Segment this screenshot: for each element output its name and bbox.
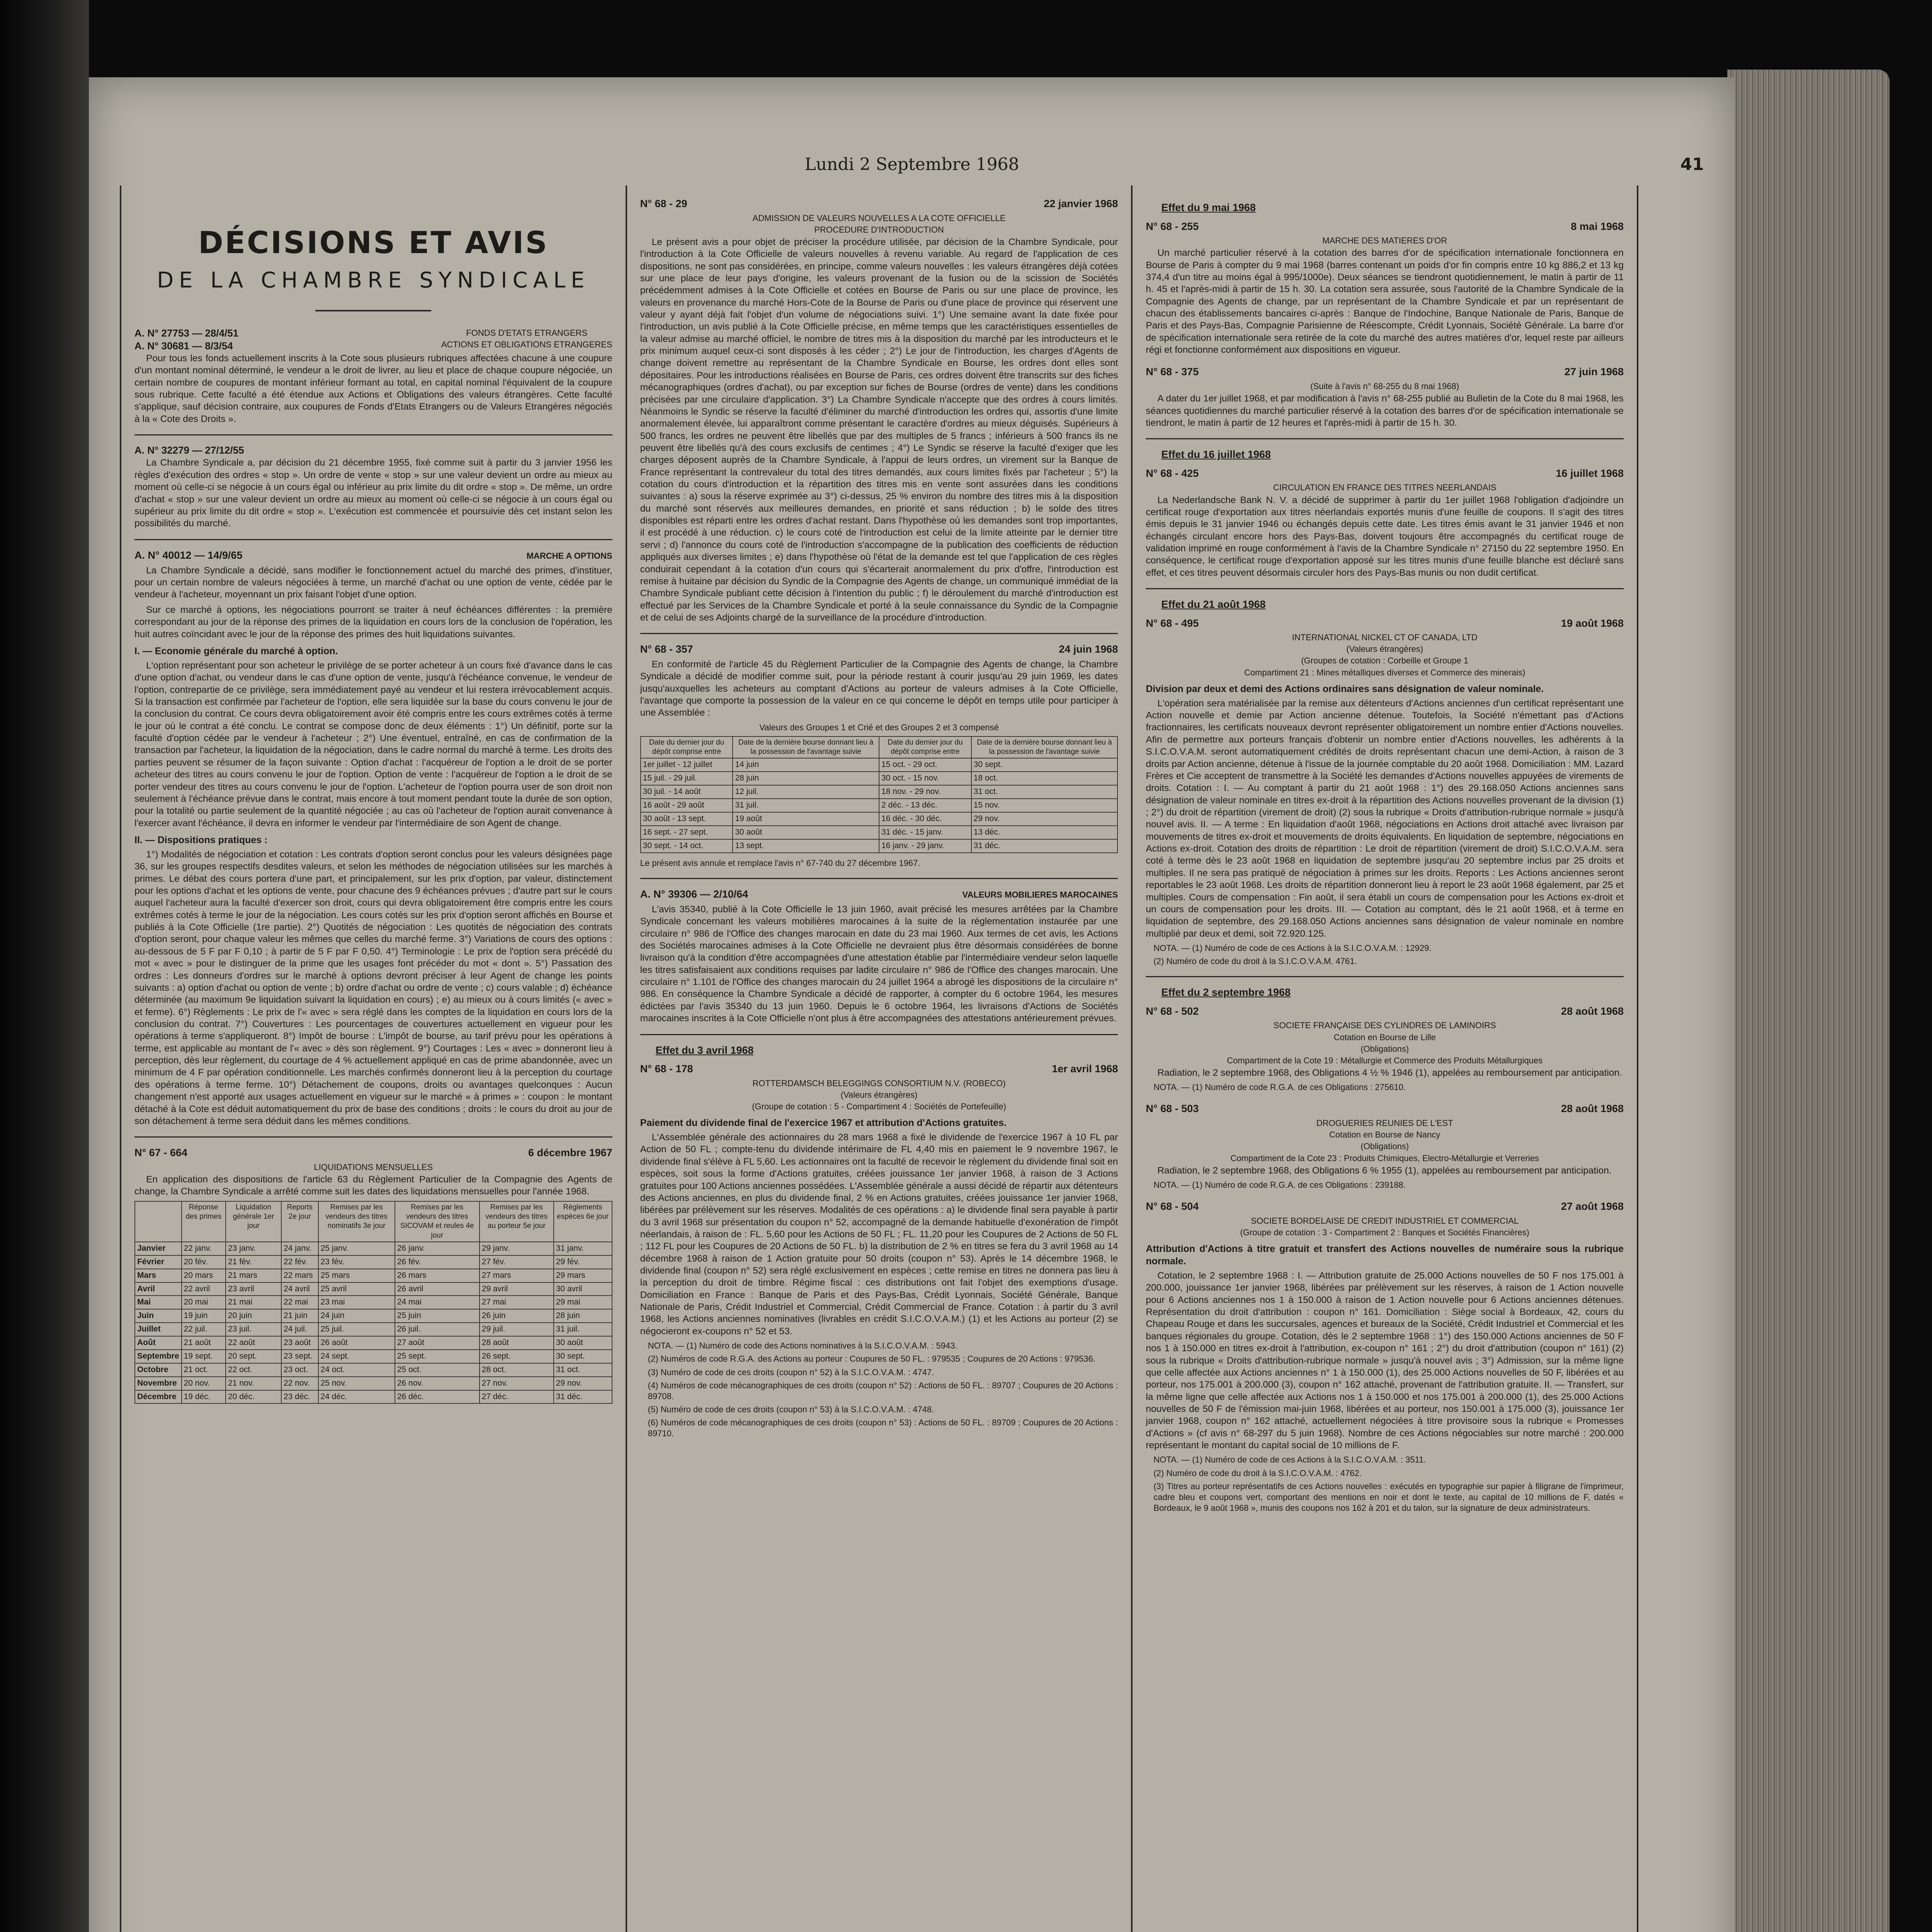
- table-cell: 21 mai: [226, 1296, 281, 1309]
- table-cell: 31 oct.: [971, 785, 1118, 799]
- notice-titres-neerlandais: [1146, 467, 1624, 579]
- table-cell: 22 mai: [281, 1296, 318, 1309]
- table-cell: 29 fév.: [554, 1255, 612, 1269]
- table-row: [135, 1269, 612, 1282]
- table-cell: 25 juin: [395, 1309, 480, 1323]
- notice-text: Un marché particulier réservé à la cotation des barres d'or de spécification internationale fonctionnera en Bourse de Paris à compter du 9 mai 1968 (barres contenant un poids d'or fin compris entre 10 kg 886,2 et 13 kg 374,4 d'un titre au moins égal à 995/1000e). Deux séances se tiendront quotidiennement, le matin à partir de 11 h. 45 et l'après-midi à partir de 15 h. 30. La cotation sera assurée, sous l'autorité de la Chambre Syndicale de la Compagnie des Agents de change, par un représentant de la Chambre Syndicale et par un représentant de chacun des établissements bancaires ci-après : Banque de l'Indochine, Banque Nationale de Paris, Banque de Paris et des Pays-Bas, Compagnie Parisienne de Réescompte, Crédit Lyonnais, Société Générale. La barre d'or de spécification internationale sera retirée de la cote du marché des autres matières d'or, lequel reste par ailleurs régi et fonctionne conformément aux dispositions en vigueur.: [1146, 248, 1624, 355]
- table-cell: 23 janv.: [226, 1242, 281, 1255]
- table-cell: 19 déc.: [182, 1390, 226, 1404]
- table-row: [641, 785, 1118, 799]
- table-row: [641, 839, 1118, 853]
- notice-ref: N° 67 - 664: [134, 1147, 187, 1159]
- notice-date: 24 juin 1968: [1059, 643, 1118, 655]
- table-row: [135, 1296, 612, 1309]
- notice-ref: N° 68 - 504: [1146, 1201, 1199, 1213]
- table-cell: 23 août: [281, 1336, 318, 1350]
- table-cell: 20 juin: [226, 1309, 281, 1323]
- table-cell: 22 août: [226, 1336, 281, 1350]
- nota: NOTA. — (1) Numéro de code R.G.A. de ces Obligations : 239188.: [1153, 1180, 1406, 1190]
- table-cell: 26 sept.: [480, 1350, 554, 1363]
- nota: (2) Numéro de code du droit à la S.I.C.O.V.A.M. 4761.: [1153, 956, 1357, 966]
- notice-date: 16 juillet 1968: [1556, 467, 1624, 479]
- notice-text: 1°) Modalités de négociation et cotation : Les contrats d'option seront conclus pour les valeurs désignées page 36, sur les groupes respectifs desdites valeurs, et selon les méthodes de négociation utilisées sur les marchés à primes. Le débat des cours portera d'une part, et principalement, sur les prix d'option, par valeur, distinctement pour les options d'achat et les options de vente, pour chacune des 9 échéances prévues ; d'autre part sur le cours auquel l'acheteur aura la faculté d'exercer son droit, cours qui devra obligatoirement être compris entre les cours extrêmes cotés à terme le jour de la négociation. Les cours cotés sur les prix d'option seront affichés en Bourse et publiés à la Cote Officielle (1re partie). 2°) Quotités de négociation : Les quotités de négociation des contrats d'option seront, pour chaque valeur les mêmes que celles du marché ferme. 3°) Variations de cours des options : au-dessous de 5 F par F 0,10 ; à partir de 5 F par F 0,50. 4°) Terminologie : Le prix de l'option sera précédé du mot « avec » pour le distinguer de la prime que les usages font précéder du mot « dont ». 5°) Passation des ordres : Les donneurs d'ordres sur le marché à options devront préciser à leur Agent de change les points suivants : a) option d'achat ou option de vente ; b) ordre d'achat ou ordre de vente ; c) cours valable ; d) échéance déterminée (au maximum 9e liquidation suivant la liquidation en cours) ; e) au mieux ou à cours limités (« avec » et ferme). 6°) Règlements : Le prix de l'« avec » sera réglé dans les comptes de la liquidation en cours lors de la conclusion du contrat. 7°) Couvertures : Les pourcentages de couvertures actuellement en vigueur pour les opérations à terme s'appliqueront. 8°) Impôt de bourse : L'impôt de bourse, au tarif prévu pour les opérations à terme, est applicable au montant de l'« avec » dès son règlement. 9°) Courtages : Les « avec » donneront lieu à perception, dès leur règlement, du courtage de 4 % actuellement appliqué en cas de prime abandonnée, avec un minimum de 4 F par opération conditionnelle. Les marchés confirmés donneront lieu à la perception du courtage des opérations à terme ferme. 10°) Détachement de coupons, droits ou avantages quelconques : Aucun changement n'est apporté aux usages actuellement en vigueur sur le marché « à primes » : coupon : le montant détaché à la Cote est déduit automatiquement du prix de base des conditions ; droits : le cours du droit au jour de son détachement à terme sera déduit dans les mêmes conditions.: [134, 849, 612, 1126]
- notice-text: Cotation, le 2 septembre 1968 : I. — Attribution gratuite de 25.000 Actions nouvelles de 50 F nos 175.001 à 200.000, jouissance 1er janvier 1968, libérées par prélèvement sur les réserves, à raison de 1 Action nouvelle pour 6 Actions anciennes nos 1 à 150.000 à raison de 1 Action nouvelle pour 6 Actions anciennes détenues. Représentation du droit d'attribution : coupon n° 161. Domiciliation : Siège social à Bordeaux, 42, cours du Chapeau Rouge et dans les succursales, agences et bureaux de la Société, Crédit Industriel et Commercial et les banques régionales du groupe. Cotation, dès le 2 septembre 1968 : 1°) des 150.000 Actions anciennes de 50 F nos 1 à 150.000 en titres ex-droit à l'attribution, ex-coupon n° 161 ; 2°) du droit d'attribution (coupon n° 161) (2) sous la rubrique « Droits d'attribution-rubrique normale » jusqu'à nouvel avis ; 3°) Admission, sur la même ligne que celle affectée aux Actions anciennes n° 1 à 150.000 (1), des 25.000 Actions nouvelles de 50 F, libérées et au porteur, nos 175.001 à 200.000 (3), coupon n° 162 attaché, provenant de l'attribution gratuite. II. — Transfert, sur la même ligne que celle affectée aux Actions nos 1 à 150.000 et nos 175.001 à 200.000 (1), des 25.000 Actions nouvelles de 50 F de l'émission mai-juin 1968, libérées et au porteur, nos 150.001 à 175.000 (3), jouissance 1er janvier 1968, coupon n° 162 attaché, actuellement négociées à titre provisoire sous la rubrique « Promesses d'Actions » (cf avis n° 68-297 du 5 juin 1968). Nombre de ces Actions négociables sur notre marché : 200.000 représentant le montant du capital social de 10 millions de F.: [1146, 1270, 1624, 1451]
- table-cell: 18 nov. - 29 nov.: [879, 785, 971, 799]
- notice-ref: N° 68 - 503: [1146, 1103, 1199, 1115]
- notice-text: L'opération sera matérialisée par la remise aux détenteurs d'Actions anciennes d'un certificat représentant une Action nouvelle et demie par Action ancienne détenue. Toutefois, la Société n'émettant pas d'Actions fractionnaires, les certificats nouveaux devront représenter obligatoirement un nombre entier d'Actions nouvelles. Afin de permettre aux porteurs français d'obtenir un nombre entier d'Actions nouvelles, les adhérents à la S.I.C.O.V.A.M. seront automatiquement crédités de droits représentant chacun une demi-Action, à raison de 3 droits par Action ancienne, détenue à l'issue de la journée comptable du 20 août 1968. Domiciliation : MM. Lazard Frères et Cie acceptent de transmettre à la Société les demandes d'Actions nouvelles appuyées de virements de droits. Cotation : I. — Au comptant à partir du 21 août 1968 : 1°) des 29.168.050 Actions anciennes sans désignation de valeur nominale en titres ex-droit à la répartition des Actions nouvelles provenant de la division (1) ; 2°) du droit de répartition (virement de droit) (2) sous la rubrique « Droits d'attribution-rubrique normale » jusqu'à nouvel avis. II. — A terme : En liquidation d'août 1968, négociations en Actions droit attaché avec livraison par mouvements de titres ex-droit et mouvements de droits équivalents. En liquidation de septembre, négociations en Actions ex-droit. Cotation des droits de répartition : Le droit de répartition (virement de droit) S.I.C.O.V.A.M. sera coté à terme dès le 23 août 1968 en liquidation de septembre jusqu'au 20 septembre inclus par 25 droits et multiples. Il ne sera pas pratiqué de négociation à primes sur les droits. Reports : Les Actions anciennes seront reportables le 23 août 1968. Les droits de répartition donneront lieu à report le 23 août 1968 également, par 25 et multiples. Cours de compensation : Fin août, il sera établi un cours de compensation pour les Actions ex-droit et un cours de compensation pour les droits. III. — Cotation au comptant, dès le 21 août 1968, et à terme en liquidation de septembre, des 29.168.050 Actions anciennes sans désignation de valeur nominale en nombre multiplié par deux et demi, soit 72.920.125.: [1146, 698, 1624, 939]
- table-cell: 24 sept.: [318, 1350, 395, 1363]
- table-cell: 26 mars: [395, 1269, 480, 1282]
- table-row: [135, 1377, 612, 1390]
- table-cell: 21 juin: [281, 1309, 318, 1323]
- column-1: [120, 185, 626, 1932]
- table-row: [641, 772, 1118, 785]
- table-cell: 16 janv. - 29 janv.: [879, 839, 971, 853]
- table-header-cell: Date du dernier jour du dépôt comprise entre: [641, 736, 733, 759]
- table-row: [135, 1363, 612, 1377]
- table-cell: 20 sept.: [226, 1350, 281, 1363]
- notice-date: 8 mai 1968: [1571, 220, 1624, 232]
- table-cell: 29 mai: [554, 1296, 612, 1309]
- notice-text: En application des dispositions de l'article 63 du Règlement Particulier de la Compagnie des Agents de change, la Chambre Syndicale a arrêté comme suit les dates des liquidations mensuelles pour l'année 1968.: [134, 1174, 612, 1197]
- notice-text: La Chambre Syndicale a décidé, sans modifier le fonctionnement actuel du marché des primes, d'instituer, pour un certain nombre de valeurs négociées à terme, un marché d'achat ou une option de vente, cédée par le vendeur à l'acheteur, moyennant un prix faisant l'objet d'une option.: [134, 565, 612, 600]
- table-header-cell: Date du dernier jour du dépôt comprise entre: [879, 736, 971, 759]
- table-cell: 27 fév.: [480, 1255, 554, 1269]
- masthead-rule: [315, 310, 431, 311]
- notice-title: Division par deux et demi des Actions ordinaires sans désignation de valeur nominale.: [1146, 683, 1544, 694]
- nota: NOTA. — (1) Numéro de code des Actions nominatives à la S.I.C.O.V.A.M. : 5943.: [648, 1341, 957, 1351]
- notice-ref: N° 68 - 502: [1146, 1005, 1199, 1017]
- notice-heading: SOCIETE FRANÇAISE DES CYLINDRES DE LAMINOIRS: [1273, 1020, 1496, 1031]
- table-cell: 24 oct.: [318, 1363, 395, 1377]
- month-cell: Septembre: [135, 1350, 182, 1363]
- book-binding: [0, 0, 89, 1932]
- nota: (4) Numéros de code mécanographiques de ces droits (coupon n° 52) : Actions de 50 FL. : 89707 ; Coupures de 20 Actions : 89708.: [648, 1380, 1118, 1401]
- notice-heading: SOCIETE BORDELAISE DE CREDIT INDUSTRIEL ET COMMERCIAL: [1251, 1216, 1519, 1226]
- table-cell: 27 nov.: [480, 1377, 554, 1390]
- notice-ref: N° 68 - 29: [640, 198, 687, 209]
- notice-ordres-stop: [134, 444, 612, 529]
- notice-date: 27 juin 1968: [1564, 366, 1624, 378]
- notice-or-seances: [1146, 365, 1624, 429]
- notice-text: En conformité de l'article 45 du Règlement Particulier de la Compagnie des Agents de change, la Chambre Syndicale a décidé de modifier comme suit, pour la période restant à courir jusqu'au 29 juin 1969, les dates jusqu'auxquelles les acheteurs au comptant d'Actions au porteur de valeurs admises à la Cote Officielle, l'avantage que comporte la possession de la valeur en ce qui concerne le dépôt en temps utile pour participer à une Assemblée :: [640, 659, 1118, 718]
- notice-procedure-introduction: [640, 197, 1118, 624]
- nota: (5) Numéro de code de ces droits (coupon n° 53) à la S.I.C.O.V.A.M. : 4748.: [648, 1404, 934, 1414]
- notice-ref: N° 68 - 357: [640, 643, 693, 655]
- table-cell: 16 sept. - 27 sept.: [641, 826, 733, 839]
- table-cell: 28 oct.: [480, 1363, 554, 1377]
- table-cell: 20 mai: [182, 1296, 226, 1309]
- table-row: [135, 1255, 612, 1269]
- section-title: II. — Dispositions pratiques :: [134, 834, 268, 845]
- notice-heading: ACTIONS ET OBLIGATIONS ETRANGERES: [441, 339, 612, 349]
- table-cell: 27 mai: [480, 1296, 554, 1309]
- table-cell: 19 août: [733, 812, 879, 826]
- table-cell: 21 oct.: [182, 1363, 226, 1377]
- notice-robeco: [640, 1062, 1118, 1439]
- notice-title: Attribution d'Actions à titre gratuit et transfert des Actions nouvelles de numéraire sous la rubrique normale.: [1146, 1243, 1624, 1267]
- table-cell: 24 déc.: [318, 1390, 395, 1404]
- table-cell: 31 déc. - 15 janv.: [879, 826, 971, 839]
- notice-text: L'avis 35340, publié à la Cote Officielle le 13 juin 1960, avait précisé les mesures arrêtées par la Chambre Syndicale concernant les valeurs mobilières marocaines à la suite de la réglementation instaurée par une circulaire n° 986 de l'Office des changes marocain en date du 23 mai 1960. Aux termes de cet avis, les Actions des Sociétés marocaines admises à la Cote Officielle ne devraient plus être désormais considérées de bonne livraison qu'à la condition d'être accompagnées d'une attestation établie par l'intermédiaire vendeur selon laquelle les titres satisfaisaient aux conditions requises par ladite circulaire n° 986 de l'Office des changes marocain. Une circulaire n° 1.101 de l'Office des changes marocain du 24 juillet 1964 a abrogé les dispositions de la circulaire n° 986. En conséquence la Chambre Syndicale a décidé de rapporter, à compter du 6 octobre 1964, les mesures édictées par l'avis 35340 du 13 juin 1960. Depuis le 6 octobre 1964, les livraisons d'Actions de Sociétés marocaines inscrites à la Cote Officielle n'ont plus à être accompagnées des attestations antérieurement prévues.: [640, 904, 1118, 1024]
- divider: [134, 434, 612, 435]
- notice-heading: (Groupes de cotation : Corbeille et Groupe 1: [1301, 656, 1469, 666]
- divider: [134, 1136, 612, 1138]
- newspaper-page: [89, 77, 1735, 1932]
- table-cell: 21 août: [182, 1336, 226, 1350]
- table-row: [641, 799, 1118, 812]
- notice-valeurs-marocaines: [640, 888, 1118, 1025]
- notice-heading: (Groupe de cotation : 3 - Compartiment 2 : Banques et Sociétés Financières): [1240, 1227, 1529, 1237]
- table-cell: 22 oct.: [226, 1363, 281, 1377]
- notice-footer: Le présent avis annule et remplace l'avis n° 67-740 du 27 décembre 1967.: [640, 858, 920, 868]
- table-cell: 22 mars: [281, 1269, 318, 1282]
- table-cell: 2 déc. - 13 déc.: [879, 799, 971, 812]
- nota: (2) Numéros de code R.G.A. des Actions au porteur : Coupures de 50 FL. : 979535 ; Coupures de 20 Actions : 979536.: [648, 1354, 1095, 1364]
- notice-heading: VALEURS MOBILIERES MAROCAINES: [962, 889, 1118, 900]
- table-cell: 23 sept.: [281, 1350, 318, 1363]
- table-row: [641, 826, 1118, 839]
- month-cell: Janvier: [135, 1242, 182, 1255]
- table-cell: 26 avril: [395, 1282, 480, 1296]
- table-cell: 29 avril: [480, 1282, 554, 1296]
- table-cell: 24 mai: [395, 1296, 480, 1309]
- table-cell: 28 juin: [733, 772, 879, 785]
- table-cell: 12 juil.: [733, 785, 879, 799]
- table-cell: 22 janv.: [182, 1242, 226, 1255]
- month-cell: Avril: [135, 1282, 182, 1296]
- table-cell: 13 sept.: [733, 839, 879, 853]
- table-cell: 30 août: [554, 1336, 612, 1350]
- notice-heading: Cotation en Bourse de Lille: [1333, 1032, 1436, 1042]
- nota: (2) Numéro de code du droit à la S.I.C.O.V.A.M. : 4762.: [1153, 1468, 1362, 1478]
- notice-ref: A. N° 32279 — 27/12/55: [134, 444, 244, 456]
- table-header-cell: Règlements espèces 6e jour: [554, 1201, 612, 1242]
- table-header-cell: Remises par les vendeurs des titres SICOVAM et reules 4e jour: [395, 1201, 480, 1242]
- page-number: 41: [1680, 155, 1704, 174]
- table-cell: 30 août - 13 sept.: [641, 812, 733, 826]
- divider: [640, 878, 1118, 879]
- divider: [640, 1034, 1118, 1035]
- liquidation-table: [134, 1201, 612, 1404]
- table-row: [135, 1309, 612, 1323]
- notice-matieres-or: [1146, 220, 1624, 356]
- notice-societe-bordelaise: [1146, 1200, 1624, 1514]
- table-cell: 16 août - 29 août: [641, 799, 733, 812]
- table-cell: 26 août: [318, 1336, 395, 1350]
- table-cell: 20 déc.: [226, 1390, 281, 1404]
- table-cell: 21 mars: [226, 1269, 281, 1282]
- table-cell: 24 janv.: [281, 1242, 318, 1255]
- notice-cylindres-laminoirs: [1146, 1005, 1624, 1093]
- table-cell: 30 août: [733, 826, 879, 839]
- table-cell: 26 fév.: [395, 1255, 480, 1269]
- notice-ref: A. N° 40012 — 14/9/65: [134, 549, 243, 561]
- table-cell: 24 avril: [281, 1282, 318, 1296]
- notice-heading: ROTTERDAMSCH BELEGGINGS CONSORTIUM N.V. (ROBECO): [752, 1078, 1006, 1088]
- masthead: [134, 197, 612, 327]
- table-row: [135, 1323, 612, 1336]
- table-cell: 19 sept.: [182, 1350, 226, 1363]
- columns: [120, 185, 1638, 1932]
- table-header-cell: Liquidation générale 1er jour: [226, 1201, 281, 1242]
- table-cell: 28 août: [480, 1336, 554, 1350]
- table-row: [135, 1350, 612, 1363]
- month-cell: Décembre: [135, 1390, 182, 1404]
- nota: NOTA. — (1) Numéro de code de ces Actions à la S.I.C.O.V.A.M. : 12929.: [1153, 943, 1432, 953]
- table-header-row: [135, 1201, 612, 1242]
- table-cell: 22 fév.: [281, 1255, 318, 1269]
- notice-text: Le présent avis a pour objet de préciser la procédure utilisée, par décision de la Chambre Syndicale, pour l'introduction à la Cote Officielle de valeurs nouvelles à revenu variable. Au regard de l'application de ces dispositions, ne sont pas considérées, en principe, comme valeurs nouvelles : les valeurs étrangères déjà cotées sur une place de leur pays d'origine, les valeurs provenant de la fusion ou de la scission de Sociétés précédemment admises à la Cote Officielle et cotées en Bourse de Paris ou sur une place de province, les valeurs en provenance du marché Hors-Cote de la Bourse de Paris ou d'une place de province qui réservent une valeur y ayant déjà fait l'objet d'un volume de négociations suivi. 1°) Une semaine avant la date fixée pour l'introduction, un avis publié à la Cote Officielle précise, en même temps que les caractéristiques essentielles de la valeur admise au marché officiel, le nombre de titres mis à la disposition du marché par les introducteurs et le prix minimum auquel ceux-ci sont disposés à les céder ; 2°) Le jour de l'introduction, les charges d'Agents de change doivent remettre au représentant de la Chambre Syndicale en Bourse, les ordres dont elles sont dépositaires. Pour les introductions réalisées en Bourse de Paris, ces ordres doivent être transcrits sur des fiches mécanographiques (ordres d'achat), ou par exception sur fiches de Bourse (ordres de vente) dans les conditions précisées par une circulaire d'application. 3°) La Chambre Syndicale n'accepte que des ordres à cours limités. Néanmoins le Syndic se réserve la faculté d'éliminer du marché d'introduction les ordres qui, assortis d'une limite anormalement élevée, lui apparaîtront comme présentant le caractère d'ordres au mieux déguisés. Supérieurs à 500 francs, les ordres ne peuvent être libellés que par des multiples de 5 francs ; inférieurs à 500 francs ils ne peuvent être libellés qu'à des cours exclusifs de centimes ; 4°) Le Syndic se réserve la faculté d'exiger que les charges déposent auprès de la Chambre Syndicale, à l'appui de leurs ordres, un virement sur la Banque de France représentant la contrevaleur du total des titres demandés, aux cours limites fixés par l'acheteur ; 5°) la cotation du cours d'introduction et la répartition des titres mis en vente sont assurées dans les conditions suivantes : a) sous la réserve exprimée au 3°) ci-dessus, 25 % environ du nombre des titres mis à la disposition du marché sont réservés aux meilleures demandes, en priorité et sans réduction ; b) le solde des titres disponibles est réparti entre les ordres d'achat restant. Dans l'hypothèse où les demandes sont trop importantes, il est procédé à une réduction. c) le cours coté de l'introduction est celui de la limite atteinte par le dernier titre servi ; d) l'annonce du cours coté de l'introduction s'accompagne de la publication des coefficients de réduction appliqués aux diverses limites ; e) dans l'hypothèse où l'état de la demande est tel que l'application de ces règles conduirait cependant à la cotation d'un cours qui s'écarterait anormalement du prix d'offre, l'introduction est remise à huitaine par décision du Syndic de la Compagnie des Agents de change, un communiqué immédiat de la Chambre Syndicale publiant cette décision à l'intention du public ; f) le déroulement du marché d'introduction est effectué par les Services de la Chambre Syndicale et porté à la seule connaissance du Syndic de la Compagnie et de celui de ses Adjoints chargé de la surveillance de la procédure d'introduction.: [640, 236, 1118, 623]
- table-cell: 24 juin: [318, 1309, 395, 1323]
- table-cell: 30 oct. - 15 nov.: [879, 772, 971, 785]
- table-cell: 28 juin: [554, 1309, 612, 1323]
- table-cell: 31 juil.: [733, 799, 879, 812]
- table-cell: 29 nov.: [554, 1377, 612, 1390]
- notice-heading: Cotation en Bourse de Nancy: [1329, 1130, 1440, 1140]
- nota: NOTA. — (1) Numéro de code de ces Actions à la S.I.C.O.V.A.M. : 3511.: [1153, 1455, 1426, 1465]
- masthead-subtitle: DE LA CHAMBRE SYNDICALE: [157, 267, 590, 293]
- notice-ref: N° 68 - 425: [1146, 467, 1199, 479]
- table-cell: 25 janv.: [318, 1242, 395, 1255]
- table-row: [135, 1336, 612, 1350]
- notice-text: L'option représentant pour son acheteur le privilège de se porter acheteur à un cours fixé d'avance dans le cas d'une option d'achat, ou vendeur dans le cas d'une option de vente, jusqu'à l'échéance convenue, le vendeur de l'option, contrepartie de ce privilège, sera immédiatement payé au vendeur et lui restera irrévocablement acquis. Si la transaction est confirmée par l'acheteur de l'option, elle sera liquidée sur la base du cours convenu le jour de la conclusion du contrat. Ce cours devra obligatoirement avoir été compris entre les cours extrêmes cotés à terme le jour où le contrat a été conclu. Le contrat se compose donc de deux éléments : 1°) Un définitif, porte sur la faculté d'option cédée par le vendeur à l'acheteur ; 2°) Une éventuel, entraîné, en cas de confirmation de la transaction par l'acheteur, la liquidation de la négociation, dans le cadre normal du marché à terme. Les droits des parties peuvent se résumer de la façon suivante : Option d'achat : l'acquéreur de l'option a le droit de se porter acheteur des titres au cours convenu le jour de l'option. Option de vente : l'acquéreur de l'option a le droit de se porter vendeur des titres au cours convenu le jour de l'option. L'acheteur de l'option pourra user de son droit non seulement à l'échéance prévue dans le contrat, mais encore à tout moment pendant toute la durée de son option, pour la totalité ou partie seulement de la quantité négociée ; au cas où l'acheteur de l'option aurait convenance à l'exercer avant l'échéance, il devra en informer le vendeur par l'intermédiaire de son Agent de change.: [134, 660, 612, 828]
- table-caption: Valeurs des Groupes 1 et Crié et des Groupes 2 et 3 compensé: [759, 722, 999, 732]
- effective-date-heading: Effet du 16 juillet 1968: [1161, 449, 1271, 461]
- month-cell: Novembre: [135, 1377, 182, 1390]
- notice-ref: N° 68 - 255: [1146, 220, 1199, 232]
- table-cell: 29 mars: [554, 1269, 612, 1282]
- notice-date: 6 décembre 1967: [528, 1147, 612, 1159]
- notice-ref: N° 68 - 375: [1146, 366, 1199, 378]
- notice-ref: A. N° 39306 — 2/10/64: [640, 888, 748, 900]
- table-cell: 13 déc.: [971, 826, 1118, 839]
- table-cell: 27 mars: [480, 1269, 554, 1282]
- table-row: [641, 758, 1118, 772]
- notice-subheading: (Suite à l'avis n° 68-255 du 8 mai 1968): [1310, 381, 1459, 391]
- notice-date: 27 août 1968: [1561, 1201, 1624, 1213]
- effective-date-heading: Effet du 21 août 1968: [1161, 599, 1266, 611]
- page-date: Lundi 2 Septembre 1968: [804, 155, 1019, 174]
- table-cell: 26 juin: [480, 1309, 554, 1323]
- divider: [1146, 976, 1624, 977]
- table-cell: 26 janv.: [395, 1242, 480, 1255]
- table-cell: 25 oct.: [395, 1363, 480, 1377]
- table-cell: 21 fév.: [226, 1255, 281, 1269]
- notice-text: Radiation, le 2 septembre 1968, des Obligations 6 % 1955 (1), appelées au remboursement par anticipation.: [1157, 1165, 1612, 1176]
- notice-text: Sur ce marché à options, les négociations pourront se traiter à neuf échéances différentes : la première correspondant au jour de la réponse des primes de la liquidation en cours lors de la conclusion de l'opération, les huit autres coïncidant avec le jour de la réponse des primes des huit liquidations suivantes.: [134, 604, 612, 639]
- table-cell: 15 juil. - 29 juil.: [641, 772, 733, 785]
- table-cell: 31 déc.: [554, 1390, 612, 1404]
- divider: [1146, 438, 1624, 439]
- table-cell: 25 juil.: [318, 1323, 395, 1336]
- table-cell: 18 oct.: [971, 772, 1118, 785]
- nota: (3) Titres au porteur représentatifs de ces Actions nouvelles : exécutés en typographie sur papier à filigrane de l'imprimeur, cadre bleu et coupons vert, comportant des mentions en noir et dont le texte, au capital de 10 millions de F, datés « Bordeaux, le 9 août 1968 », munis des coupons nos 162 à 201 et du talon, sur la signature de deux administrateurs.: [1153, 1481, 1624, 1513]
- notice-heading: (Obligations): [1361, 1141, 1409, 1151]
- table-cell: 23 juil.: [226, 1323, 281, 1336]
- nota: (6) Numéros de code mécanographiques de ces droits (coupon n° 53) : Actions de 50 FL. : 89709 ; Coupures de 20 Actions : 89710.: [648, 1418, 1118, 1439]
- month-cell: Mars: [135, 1269, 182, 1282]
- notice-heading: Compartiment 21 : Mines métalliques diverses et Commerce des minerais): [1244, 667, 1526, 677]
- table-cell: 25 sept.: [395, 1350, 480, 1363]
- notice-date: 22 janvier 1968: [1044, 198, 1118, 209]
- notice-text: L'Assemblée générale des actionnaires du 28 mars 1968 a fixé le dividende de l'exercice 1967 à 10 FL par Action de 50 FL ; compte-tenu du dividende intérimaire de FL 4,40 mis en paiement le 9 novembre 1967, le dividende final s'élève à FL 5,60. Les actionnaires ont la faculté de recevoir le règlement du dividende final soit en espèces, soit sous la forme d'Actions gratuites, créées jouissance 1er janvier 1968, à raison de 3 Actions gratuites pour 100 Actions anciennes possédées. L'Assemblée générale a aussi décidé de répartir aux détenteurs des Actions anciennes, en plus du dividende final, 2 % en Actions gratuites, créées jouissance 1er janvier 1968, libérées par prélèvement sur les réserves. Modalités de ces opérations : a) le dividende final sera payable à partir du 3 avril 1968 sur présentation du coupon n° 52, accompagné de la demande habituelle d'exonération de l'impôt néerlandais, à raison de : FL. 5,60 pour les Actions de 50 FL ; FL. 11,20 pour les Coupures de 2 Actions de 50 FL ; 112 FL pour les Coupures de 20 Actions de 50 FL. b) la distribution de 2 % en titres se fera du 3 avril 1968 au 14 décembre 1968 à raison de 1 Action gratuite pour 50 droits (coupon n° 53). Après le 14 décembre 1968, le dividende final (coupon n° 52) sera réglé exclusivement en espèces ; cette remise en titres ne donnera pas lieu à la perception du droit de timbre. Régime fiscal : ces distributions ont fait l'objet des exemptions d'usage. Domiciliation en France : Banque de Paris et des Pays-Bas, Crédit Lyonnais, Société Générale, Banque Nationale de Paris, Crédit Industriel et Commercial, Crédit Commercial de France. Cotation : à partir du 3 avril 1968, les Actions anciennes nominatives (livrables en crédit S.I.C.O.V.A.M.) (1) et les Actions au porteur (2) se négocieront ex-coupons n° 52 et 53.: [640, 1132, 1118, 1337]
- notice-text: A dater du 1er juillet 1968, et par modification à l'avis n° 68-255 publié au Bulletin de la Cote du 8 mai 1968, les séances quotidiennes du marché particulier réservé à la cotation des barres d'or de spécification internationale se tiendront, le matin à partir de 12 heures et l'après-midi à partir de 15 h. 30.: [1146, 393, 1624, 428]
- section-title: I. — Economie générale du marché à option.: [134, 645, 338, 656]
- table-cell: 23 mai: [318, 1296, 395, 1309]
- table-header-cell: Date de la dernière bourse donnant lieu à la possession de l'avantage suivie: [971, 736, 1118, 759]
- table-cell: 30 avril: [554, 1282, 612, 1296]
- table-cell: 31 oct.: [554, 1363, 612, 1377]
- notice-heading: MARCHE A OPTIONS: [526, 551, 612, 561]
- table-cell: 27 déc.: [480, 1390, 554, 1404]
- notice-heading: (Valeurs étrangères): [1346, 644, 1423, 654]
- notice-ref: N° 68 - 495: [1146, 617, 1199, 629]
- notice-heading: LIQUIDATIONS MENSUELLES: [314, 1162, 433, 1172]
- notice-date: 28 août 1968: [1561, 1103, 1624, 1115]
- table-header-row: [641, 736, 1118, 759]
- table-header-cell: Réponse des primes: [182, 1201, 226, 1242]
- notice-text: Pour tous les fonds actuellement inscrits à la Cote sous plusieurs rubriques affectées chacune à une coupure d'un montant nominal déterminé, le vendeur a le droit de livrer, au lieu et place de chaque coupure négociée, un certain nombre de coupures de montant inférieur formant au total, en capital nominal l'équivalent de la coupure sous rubrique. Cette faculté a été étendue aux Actions et Obligations des valeurs étrangères. Cette faculté s'applique, sauf décision contraire, aux coupures de Fonds d'Etats Etrangers ou de Valeurs Etrangères négociés à la « Cote des Droits ».: [134, 353, 612, 424]
- month-cell: Février: [135, 1255, 182, 1269]
- table-cell: 26 déc.: [395, 1390, 480, 1404]
- notice-heading: CIRCULATION EN FRANCE DES TITRES NEERLANDAIS: [1273, 483, 1497, 493]
- table-row: [135, 1282, 612, 1296]
- notice-date: 19 août 1968: [1561, 617, 1624, 629]
- notice-date: 28 août 1968: [1561, 1005, 1624, 1017]
- notice-heading: ADMISSION DE VALEURS NOUVELLES A LA COTE OFFICIELLE: [752, 213, 1006, 223]
- notice-heading: PROCEDURE D'INTRODUCTION: [814, 224, 944, 235]
- nota: (3) Numéro de code de ces droits (coupon n° 52) à la S.I.C.O.V.A.M. : 4747.: [648, 1367, 934, 1377]
- notice-heading: FONDS D'ETATS ETRANGERS: [466, 328, 588, 338]
- table-cell: 16 déc. - 30 déc.: [879, 812, 971, 826]
- masthead-title: DÉCISIONS ET AVIS: [198, 226, 549, 260]
- table-cell: 23 déc.: [281, 1390, 318, 1404]
- table-cell: 22 nov.: [281, 1377, 318, 1390]
- month-cell: Juin: [135, 1309, 182, 1323]
- notice-date: 1er avril 1968: [1052, 1063, 1118, 1075]
- table-cell: 20 nov.: [182, 1377, 226, 1390]
- notice-marche-options: [134, 549, 612, 1128]
- table-cell: 25 nov.: [318, 1377, 395, 1390]
- notice-text: La Nederlandsche Bank N. V. a décidé de supprimer à partir du 1er juillet 1968 l'obligation d'adjoindre un certificat rouge d'exportation aux titres néerlandais exportés munis d'une feuille de coupons. Il s'agit des titres émis depuis le 31 janvier 1946 ou échangés depuis cette date. Les titres émis avant le 31 janvier 1946 et non échangés circulant encore hors des Pays-Bas, doivent toujours être accompagnés du certificat rouge de validation imprimé en rouge conformément à l'avis de la Chambre Syndicale n° 27150 du 22 septembre 1950. En conséquence, le certificat rouge d'exportation apposé sur les titres munis d'une feuille blanche est déclaré sans effet, et ces titres peuvent désormais circuler hors des Pays-Bas munis ou non dudit certificat.: [1146, 495, 1624, 578]
- table-header-cell: Remises par les vendeurs des titres nominatifs 3e jour: [318, 1201, 395, 1242]
- notice-ref: N° 68 - 178: [640, 1063, 693, 1075]
- table-cell: 20 mars: [182, 1269, 226, 1282]
- notice-text: Radiation, le 2 septembre 1968, des Obligations 4 ½ % 1946 (1), appelées au remboursement par anticipation.: [1157, 1067, 1622, 1078]
- table-cell: 29 nov.: [971, 812, 1118, 826]
- table-header-cell: Date de la dernière bourse donnant lieu à la possession de l'avantage suivie: [733, 736, 879, 759]
- notice-assemblees: [640, 643, 1118, 868]
- table-cell: 19 juin: [182, 1309, 226, 1323]
- table-cell: 31 déc.: [971, 839, 1118, 853]
- table-cell: 15 oct. - 29 oct.: [879, 758, 971, 772]
- table-cell: 30 juil. - 14 août: [641, 785, 733, 799]
- table-cell: 26 nov.: [395, 1377, 480, 1390]
- table-row: [641, 812, 1118, 826]
- notice-ref: A. N° 30681 — 8/3/54: [134, 340, 233, 352]
- nota: NOTA. — (1) Numéro de code R.G.A. de ces Obligations : 275610.: [1153, 1082, 1406, 1092]
- running-head: [120, 155, 1704, 178]
- notice-liquidations: [134, 1146, 612, 1404]
- column-3: [1131, 185, 1638, 1932]
- notice-heading: (Valeurs étrangères): [840, 1090, 918, 1100]
- notice-heading: (Obligations): [1361, 1044, 1409, 1054]
- divider: [640, 633, 1118, 634]
- table-cell: 1er juillet - 12 juillet: [641, 758, 733, 772]
- table-cell: 21 nov.: [226, 1377, 281, 1390]
- table-cell: 30 sept. - 14 oct.: [641, 839, 733, 853]
- month-cell: Août: [135, 1336, 182, 1350]
- table-cell: 25 mars: [318, 1269, 395, 1282]
- effective-date-heading: Effet du 9 mai 1968: [1161, 202, 1256, 213]
- table-row: [135, 1390, 612, 1404]
- notice-ref: A. N° 27753 — 28/4/51: [134, 327, 239, 339]
- table-cell: 26 juil.: [395, 1323, 480, 1336]
- divider: [134, 539, 612, 540]
- notice-drogueries-reunies: [1146, 1102, 1624, 1190]
- table-header-cell: Remises par les vendeurs des titres au porteur 5e jour: [480, 1201, 554, 1242]
- notice-heading: Compartiment de la Cote 23 : Produits Chimiques, Electro-Métallurgie et Verreries: [1230, 1153, 1539, 1163]
- notice-heading: DROGUERIES REUNIES DE L'EST: [1316, 1118, 1453, 1128]
- notice-heading: MARCHE DES MATIERES D'OR: [1322, 236, 1447, 246]
- table-cell: 22 avril: [182, 1282, 226, 1296]
- table-cell: 24 juil.: [281, 1323, 318, 1336]
- table-cell: 30 sept.: [971, 758, 1118, 772]
- assemblee-table: [640, 736, 1118, 853]
- effective-date-heading: Effet du 2 septembre 1968: [1161, 986, 1291, 998]
- notice-heading: Compartiment de la Cote 19 : Métallurgie et Commerce des Produits Métallurgiques: [1227, 1055, 1543, 1065]
- table-cell: 25 avril: [318, 1282, 395, 1296]
- table-cell: 23 avril: [226, 1282, 281, 1296]
- table-cell: 20 fév.: [182, 1255, 226, 1269]
- table-cell: 27 août: [395, 1336, 480, 1350]
- notice-title: Paiement du dividende final de l'exercice 1967 et attribution d'Actions gratuites.: [640, 1117, 1007, 1129]
- table-cell: 31 janv.: [554, 1242, 612, 1255]
- notice-heading: INTERNATIONAL NICKEL CT OF CANADA, LTD: [1292, 633, 1478, 643]
- table-cell: 29 janv.: [480, 1242, 554, 1255]
- table-cell: 14 juin: [733, 758, 879, 772]
- table-cell: 23 oct.: [281, 1363, 318, 1377]
- notice-text: La Chambre Syndicale a, par décision du 21 décembre 1955, fixé comme suit à partir du 3 janvier 1956 les règles d'exécution des ordres « stop ». Un ordre de vente « stop » sur une valeur devient un ordre au mieux au moment où celle-ci se négocie à un cours égal ou inférieur au prix limite du dit ordre « stop ». De même, un ordre d'achat « stop » sur une valeur devient un ordre au mieux au moment où celle-ci se négocie à un cours égal ou supérieur au prix limite du dit ordre « stop ». L'exécution est commencée et poursuivie dès cet instant selon les possibilités du marché.: [134, 457, 612, 529]
- effective-date-heading: Effet du 3 avril 1968: [655, 1044, 754, 1056]
- table-cell: 31 juil.: [554, 1323, 612, 1336]
- table-header-cell: Reports 2e jour: [281, 1201, 318, 1242]
- table-header-cell: [135, 1201, 182, 1242]
- table-cell: 15 nov.: [971, 799, 1118, 812]
- notice-fonds-etrangers: [134, 327, 612, 425]
- table-row: [135, 1242, 612, 1255]
- table-cell: 22 juil.: [182, 1323, 226, 1336]
- page-edges: [1727, 70, 1889, 1932]
- month-cell: Mai: [135, 1296, 182, 1309]
- month-cell: Octobre: [135, 1363, 182, 1377]
- month-cell: Juillet: [135, 1323, 182, 1336]
- notice-heading: (Groupe de cotation : 5 - Compartiment 4 : Sociétés de Portefeuille): [752, 1101, 1006, 1111]
- divider: [1146, 588, 1624, 589]
- table-cell: 30 sept.: [554, 1350, 612, 1363]
- table-cell: 29 juil.: [480, 1323, 554, 1336]
- table-cell: 23 fév.: [318, 1255, 395, 1269]
- notice-international-nickel: [1146, 617, 1624, 967]
- column-2: [626, 185, 1131, 1932]
